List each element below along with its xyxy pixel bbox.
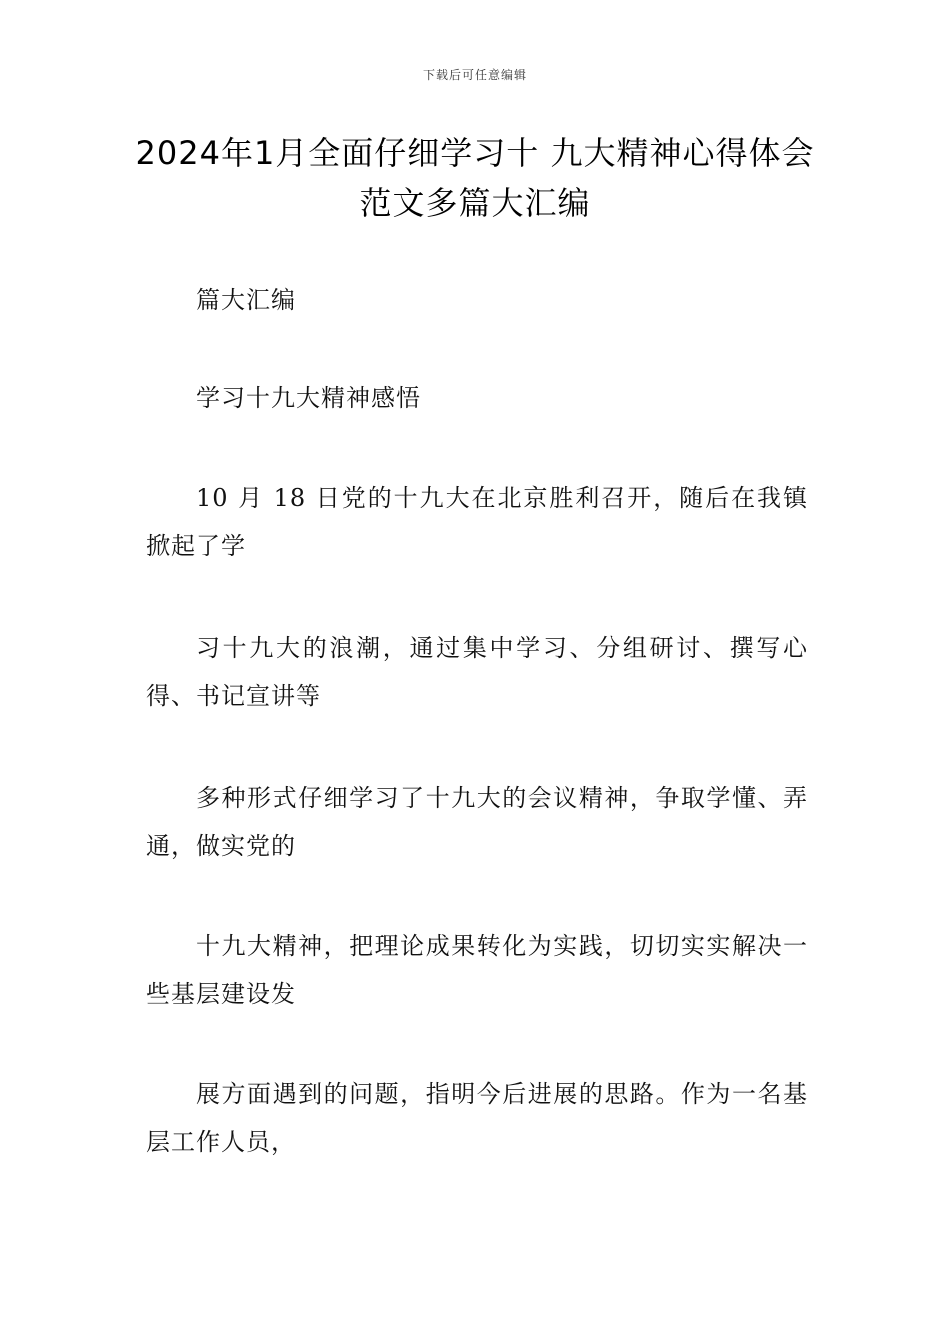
paragraph: 十九大精神，把理论成果转化为实践，切切实实解决一些基层建设发 (146, 932, 808, 1008)
paragraph: 多种形式仔细学习了十九大的会议精神，争取学懂、弄通，做实党的 (146, 784, 808, 860)
paragraph: 展方面遇到的问题，指明今后进展的思路。作为一名基层工作人员， (146, 1080, 808, 1156)
header-note: 下载后可任意编辑 (422, 68, 527, 82)
paragraph: 10 月 18 日党的十九大在北京胜利召开，随后在我镇掀起了学 (146, 484, 808, 560)
paragraph: 篇大汇编 (196, 286, 296, 314)
paragraph: 学习十九大精神感悟 (196, 384, 421, 412)
document-title: 2024年1月全面仔细学习十 九大精神心得体会范文多篇大汇编 (135, 134, 815, 222)
paragraph: 习十九大的浪潮，通过集中学习、分组研讨、撰写心得、书记宣讲等 (146, 634, 808, 710)
